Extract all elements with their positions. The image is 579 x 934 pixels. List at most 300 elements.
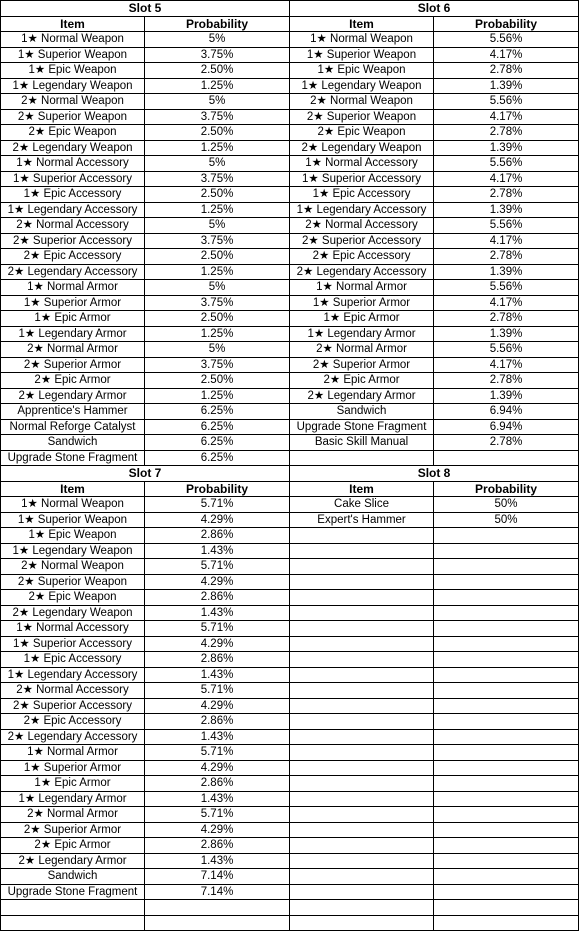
probability-cell: 6.25% <box>145 404 290 420</box>
column-header-row <box>1 481 579 497</box>
probability-cell: 5.71% <box>145 621 290 637</box>
item-name-cell: 1★ Normal Accessory <box>1 621 145 637</box>
item-name-cell: Sandwich <box>290 404 434 420</box>
probability-cell: 7.14% <box>145 884 290 900</box>
probability-cell <box>434 869 579 885</box>
column-header-item: Item <box>1 16 145 32</box>
probability-cell: 2.50% <box>145 373 290 389</box>
item-name-cell: 1★ Superior Accessory <box>1 171 145 187</box>
item-name-cell: 1★ Epic Weapon <box>1 528 145 544</box>
table-row <box>1 838 579 854</box>
item-name-cell <box>290 574 434 590</box>
item-name-cell: 1★ Epic Weapon <box>290 63 434 79</box>
probability-cell: 5% <box>145 156 290 172</box>
table-row <box>1 202 579 218</box>
table-block-slot5-slot6 <box>0 0 579 466</box>
item-name-cell: 2★ Epic Weapon <box>290 125 434 141</box>
item-name-cell: 2★ Normal Armor <box>290 342 434 358</box>
item-name-cell <box>290 667 434 683</box>
table-row <box>1 373 579 389</box>
column-header-item: Item <box>290 16 434 32</box>
probability-cell: 4.17% <box>434 233 579 249</box>
probability-cell <box>434 450 579 466</box>
probability-cell: 1.25% <box>145 140 290 156</box>
item-name-cell: Upgrade Stone Fragment <box>1 884 145 900</box>
probability-cell: 1.43% <box>145 791 290 807</box>
table-row <box>1 295 579 311</box>
item-name-cell: 2★ Superior Weapon <box>1 109 145 125</box>
table-row <box>1 776 579 792</box>
item-name-cell: 1★ Normal Weapon <box>1 32 145 48</box>
table-row <box>1 698 579 714</box>
item-name-cell: 1★ Superior Armor <box>1 295 145 311</box>
item-name-cell: 1★ Superior Weapon <box>1 47 145 63</box>
table-row <box>1 94 579 110</box>
probability-cell <box>434 559 579 575</box>
probability-cell: 6.25% <box>145 419 290 435</box>
table-row <box>1 807 579 823</box>
probability-cell: 5.56% <box>434 156 579 172</box>
item-name-cell: 2★ Superior Accessory <box>1 698 145 714</box>
item-name-cell: 2★ Superior Weapon <box>1 574 145 590</box>
column-header-item: Item <box>290 481 434 497</box>
probability-cell: 6.25% <box>145 450 290 466</box>
item-name-cell: 1★ Superior Accessory <box>290 171 434 187</box>
item-name-cell <box>290 698 434 714</box>
probability-cell <box>434 900 579 916</box>
probability-cell <box>434 636 579 652</box>
probability-cell: 1.25% <box>145 326 290 342</box>
slot-title-row <box>1 466 579 482</box>
item-name-cell: 1★ Legendary Weapon <box>290 78 434 94</box>
item-name-cell: 2★ Legendary Accessory <box>1 264 145 280</box>
probability-cell: 2.86% <box>145 776 290 792</box>
item-name-cell <box>290 729 434 745</box>
item-name-cell <box>290 760 434 776</box>
probability-cell: 5.71% <box>145 807 290 823</box>
probability-cell <box>434 543 579 559</box>
table-row <box>1 543 579 559</box>
item-name-cell: 2★ Legendary Accessory <box>1 729 145 745</box>
probability-cell: 3.75% <box>145 171 290 187</box>
item-name-cell: 1★ Epic Armor <box>1 311 145 327</box>
item-name-cell: 1★ Legendary Armor <box>290 326 434 342</box>
item-name-cell: 2★ Legendary Weapon <box>1 140 145 156</box>
item-name-cell: Cake Slice <box>290 497 434 513</box>
table-row <box>1 419 579 435</box>
item-name-cell <box>290 884 434 900</box>
probability-cell: 2.78% <box>434 63 579 79</box>
item-name-cell: 1★ Normal Armor <box>290 280 434 296</box>
probability-cell: 50% <box>434 512 579 528</box>
table-row <box>1 140 579 156</box>
table-row <box>1 280 579 296</box>
item-name-cell: 2★ Superior Armor <box>1 357 145 373</box>
column-header-item: Item <box>1 481 145 497</box>
probability-cell: 1.43% <box>145 543 290 559</box>
item-name-cell: 1★ Normal Armor <box>1 280 145 296</box>
probability-cell: 2.78% <box>434 435 579 451</box>
probability-cell: 2.86% <box>145 528 290 544</box>
item-name-cell: 2★ Epic Weapon <box>1 590 145 606</box>
probability-cell: 2.86% <box>145 652 290 668</box>
probability-cell <box>434 776 579 792</box>
table-row <box>1 884 579 900</box>
table-row <box>1 652 579 668</box>
table-row <box>1 32 579 48</box>
probability-cell <box>434 574 579 590</box>
probability-cell: 5% <box>145 280 290 296</box>
item-name-cell: 2★ Epic Armor <box>290 373 434 389</box>
probability-cell: 3.75% <box>145 109 290 125</box>
item-name-cell: 1★ Epic Armor <box>1 776 145 792</box>
probability-cell <box>145 900 290 916</box>
item-name-cell <box>290 745 434 761</box>
item-name-cell: 1★ Legendary Weapon <box>1 78 145 94</box>
item-name-cell: 2★ Legendary Weapon <box>1 605 145 621</box>
item-name-cell <box>1 915 145 931</box>
table-row <box>1 559 579 575</box>
probability-cell <box>434 884 579 900</box>
item-name-cell <box>290 822 434 838</box>
probability-cell <box>434 667 579 683</box>
item-name-cell <box>290 621 434 637</box>
probability-cell <box>434 714 579 730</box>
probability-cell: 5% <box>145 94 290 110</box>
probability-cell <box>145 915 290 931</box>
item-name-cell <box>290 869 434 885</box>
probability-cell: 5% <box>145 342 290 358</box>
probability-cell <box>434 838 579 854</box>
item-name-cell <box>290 528 434 544</box>
item-name-cell <box>290 605 434 621</box>
probability-cell <box>434 745 579 761</box>
slot-title: Slot 7 <box>1 466 290 482</box>
probability-cell: 2.86% <box>145 590 290 606</box>
item-name-cell <box>290 838 434 854</box>
probability-cell: 1.39% <box>434 264 579 280</box>
probability-cell: 2.78% <box>434 187 579 203</box>
column-header-probability: Probability <box>434 481 579 497</box>
table-row <box>1 109 579 125</box>
item-name-cell: 2★ Normal Armor <box>1 342 145 358</box>
item-name-cell <box>290 543 434 559</box>
probability-cell: 4.29% <box>145 636 290 652</box>
item-name-cell <box>290 807 434 823</box>
table-row <box>1 853 579 869</box>
probability-cell <box>434 807 579 823</box>
probability-cell: 5.56% <box>434 32 579 48</box>
item-name-cell: 1★ Normal Accessory <box>290 156 434 172</box>
table-row <box>1 326 579 342</box>
table-row <box>1 900 579 916</box>
item-name-cell: 2★ Legendary Armor <box>1 388 145 404</box>
probability-cell: 2.50% <box>145 249 290 265</box>
probability-cell <box>434 853 579 869</box>
item-name-cell: 1★ Superior Armor <box>1 760 145 776</box>
table-row <box>1 683 579 699</box>
probability-cell: 50% <box>434 497 579 513</box>
probability-cell <box>434 528 579 544</box>
probability-cell: 5.71% <box>145 497 290 513</box>
probability-cell: 3.75% <box>145 233 290 249</box>
probability-cell: 2.78% <box>434 125 579 141</box>
slot-title: Slot 5 <box>1 1 290 17</box>
probability-cell: 5.71% <box>145 683 290 699</box>
probability-cell: 2.50% <box>145 125 290 141</box>
probability-cell: 2.50% <box>145 63 290 79</box>
slot-title-row <box>1 1 579 17</box>
table-row <box>1 187 579 203</box>
probability-cell: 1.39% <box>434 326 579 342</box>
table-row <box>1 574 579 590</box>
probability-cell <box>434 791 579 807</box>
probability-cell: 1.43% <box>145 853 290 869</box>
table-row <box>1 78 579 94</box>
table-row <box>1 47 579 63</box>
item-name-cell: 1★ Epic Accessory <box>290 187 434 203</box>
probability-cell <box>434 729 579 745</box>
table-row <box>1 63 579 79</box>
column-header-probability: Probability <box>145 481 290 497</box>
table-row <box>1 264 579 280</box>
item-name-cell <box>290 636 434 652</box>
table-row <box>1 512 579 528</box>
table-row <box>1 729 579 745</box>
probability-cell: 6.94% <box>434 404 579 420</box>
item-name-cell: 2★ Superior Weapon <box>290 109 434 125</box>
item-name-cell <box>290 915 434 931</box>
item-name-cell: Sandwich <box>1 869 145 885</box>
probability-cell <box>434 698 579 714</box>
table-block-slot7-slot8 <box>0 465 579 931</box>
item-name-cell: Upgrade Stone Fragment <box>290 419 434 435</box>
probability-cell: 1.25% <box>145 388 290 404</box>
item-name-cell <box>290 450 434 466</box>
item-name-cell: Basic Skill Manual <box>290 435 434 451</box>
item-name-cell <box>290 559 434 575</box>
item-name-cell: 2★ Superior Armor <box>1 822 145 838</box>
table-row <box>1 450 579 466</box>
slot-title: Slot 6 <box>290 1 579 17</box>
item-name-cell: 1★ Legendary Armor <box>1 791 145 807</box>
table-row <box>1 233 579 249</box>
probability-cell <box>434 621 579 637</box>
probability-cell: 1.39% <box>434 78 579 94</box>
table-row <box>1 745 579 761</box>
table-row <box>1 156 579 172</box>
item-name-cell <box>290 683 434 699</box>
item-name-cell: 2★ Legendary Armor <box>290 388 434 404</box>
table-row <box>1 528 579 544</box>
probability-cell: 2.50% <box>145 187 290 203</box>
probability-cell: 4.17% <box>434 47 579 63</box>
probability-cell <box>434 605 579 621</box>
table-row <box>1 218 579 234</box>
slot-title: Slot 8 <box>290 466 579 482</box>
item-name-cell: 2★ Superior Accessory <box>1 233 145 249</box>
probability-cell: 2.78% <box>434 373 579 389</box>
probability-cell: 1.43% <box>145 667 290 683</box>
column-header-row <box>1 16 579 32</box>
item-name-cell: Expert's Hammer <box>290 512 434 528</box>
probability-cell <box>434 915 579 931</box>
table-row <box>1 342 579 358</box>
probability-cell: 2.86% <box>145 838 290 854</box>
item-name-cell: 2★ Epic Accessory <box>1 249 145 265</box>
probability-cell: 5.56% <box>434 280 579 296</box>
probability-cell <box>434 652 579 668</box>
item-name-cell: 2★ Epic Weapon <box>1 125 145 141</box>
probability-cell: 3.75% <box>145 357 290 373</box>
probability-cell: 4.17% <box>434 295 579 311</box>
probability-cell: 5.56% <box>434 94 579 110</box>
probability-cell: 5% <box>145 218 290 234</box>
table-row <box>1 435 579 451</box>
probability-cell: 1.39% <box>434 140 579 156</box>
column-header-probability: Probability <box>145 16 290 32</box>
item-name-cell: 1★ Legendary Accessory <box>1 202 145 218</box>
probability-cell: 4.17% <box>434 357 579 373</box>
item-name-cell: Sandwich <box>1 435 145 451</box>
probability-cell: 5% <box>145 32 290 48</box>
probability-cell: 5.56% <box>434 218 579 234</box>
probability-cell: 4.29% <box>145 698 290 714</box>
table-row <box>1 125 579 141</box>
item-name-cell <box>290 652 434 668</box>
table-row <box>1 915 579 931</box>
probability-cell: 2.78% <box>434 249 579 265</box>
probability-cell: 6.94% <box>434 419 579 435</box>
table-row <box>1 590 579 606</box>
probability-cell <box>434 683 579 699</box>
item-name-cell: Normal Reforge Catalyst <box>1 419 145 435</box>
table-row <box>1 869 579 885</box>
item-name-cell: 2★ Normal Accessory <box>290 218 434 234</box>
probability-cell <box>434 822 579 838</box>
item-name-cell: 2★ Epic Accessory <box>1 714 145 730</box>
table-row <box>1 822 579 838</box>
probability-cell: 2.86% <box>145 714 290 730</box>
item-name-cell: Upgrade Stone Fragment <box>1 450 145 466</box>
item-name-cell <box>290 714 434 730</box>
table-row <box>1 621 579 637</box>
probability-cell: 1.43% <box>145 605 290 621</box>
probability-cell: 1.25% <box>145 264 290 280</box>
probability-cell <box>434 760 579 776</box>
probability-cell <box>434 590 579 606</box>
probability-table-top <box>0 0 579 466</box>
probability-cell: 1.43% <box>145 729 290 745</box>
probability-cell: 2.50% <box>145 311 290 327</box>
table-row <box>1 357 579 373</box>
item-name-cell: 2★ Epic Accessory <box>290 249 434 265</box>
table-row <box>1 791 579 807</box>
item-name-cell: 1★ Legendary Accessory <box>290 202 434 218</box>
item-name-cell: 2★ Legendary Accessory <box>290 264 434 280</box>
table-row <box>1 497 579 513</box>
item-name-cell <box>290 590 434 606</box>
probability-cell: 7.14% <box>145 869 290 885</box>
item-name-cell: 1★ Superior Weapon <box>290 47 434 63</box>
probability-cell: 1.39% <box>434 388 579 404</box>
probability-cell: 3.75% <box>145 295 290 311</box>
item-name-cell: 1★ Superior Armor <box>290 295 434 311</box>
table-row <box>1 714 579 730</box>
probability-cell: 2.78% <box>434 311 579 327</box>
item-name-cell: 1★ Normal Weapon <box>1 497 145 513</box>
item-name-cell: 2★ Normal Weapon <box>1 559 145 575</box>
item-name-cell: 2★ Normal Weapon <box>290 94 434 110</box>
column-header-probability: Probability <box>434 16 579 32</box>
table-row <box>1 249 579 265</box>
item-name-cell: 2★ Normal Weapon <box>1 94 145 110</box>
probability-cell: 4.17% <box>434 109 579 125</box>
probability-cell: 4.29% <box>145 512 290 528</box>
item-name-cell: 1★ Normal Accessory <box>1 156 145 172</box>
item-name-cell: 2★ Legendary Armor <box>1 853 145 869</box>
probability-cell: 5.56% <box>434 342 579 358</box>
item-name-cell: 2★ Normal Armor <box>1 807 145 823</box>
table-row <box>1 760 579 776</box>
item-name-cell: 1★ Normal Weapon <box>290 32 434 48</box>
item-name-cell: 1★ Legendary Armor <box>1 326 145 342</box>
probability-cell: 3.75% <box>145 47 290 63</box>
probability-cell: 4.29% <box>145 822 290 838</box>
probability-cell: 1.25% <box>145 78 290 94</box>
item-name-cell: 2★ Legendary Weapon <box>290 140 434 156</box>
table-row <box>1 404 579 420</box>
item-name-cell: 1★ Epic Accessory <box>1 187 145 203</box>
table-row <box>1 605 579 621</box>
item-name-cell: 1★ Legendary Weapon <box>1 543 145 559</box>
table-row <box>1 171 579 187</box>
probability-cell: 4.29% <box>145 760 290 776</box>
item-name-cell <box>290 791 434 807</box>
item-name-cell: Apprentice's Hammer <box>1 404 145 420</box>
probability-cell: 5.71% <box>145 745 290 761</box>
item-name-cell: 1★ Epic Accessory <box>1 652 145 668</box>
item-name-cell <box>290 900 434 916</box>
item-name-cell: 2★ Epic Armor <box>1 373 145 389</box>
item-name-cell: 1★ Legendary Accessory <box>1 667 145 683</box>
item-name-cell: 1★ Superior Weapon <box>1 512 145 528</box>
item-name-cell <box>290 853 434 869</box>
item-name-cell: 2★ Superior Accessory <box>290 233 434 249</box>
probability-cell: 6.25% <box>145 435 290 451</box>
item-name-cell: 1★ Normal Armor <box>1 745 145 761</box>
probability-cell: 4.29% <box>145 574 290 590</box>
item-name-cell: 2★ Superior Armor <box>290 357 434 373</box>
table-row <box>1 636 579 652</box>
item-name-cell: 2★ Normal Accessory <box>1 218 145 234</box>
probability-table-bottom <box>0 465 579 931</box>
item-name-cell: 1★ Epic Armor <box>290 311 434 327</box>
item-name-cell <box>290 776 434 792</box>
item-name-cell: 1★ Epic Weapon <box>1 63 145 79</box>
probability-cell: 1.39% <box>434 202 579 218</box>
item-name-cell: 2★ Epic Armor <box>1 838 145 854</box>
item-name-cell <box>1 900 145 916</box>
probability-cell: 1.25% <box>145 202 290 218</box>
probability-cell: 5.71% <box>145 559 290 575</box>
table-row <box>1 388 579 404</box>
table-row <box>1 311 579 327</box>
probability-cell: 4.17% <box>434 171 579 187</box>
table-row <box>1 667 579 683</box>
item-name-cell: 1★ Superior Accessory <box>1 636 145 652</box>
item-name-cell: 2★ Normal Accessory <box>1 683 145 699</box>
